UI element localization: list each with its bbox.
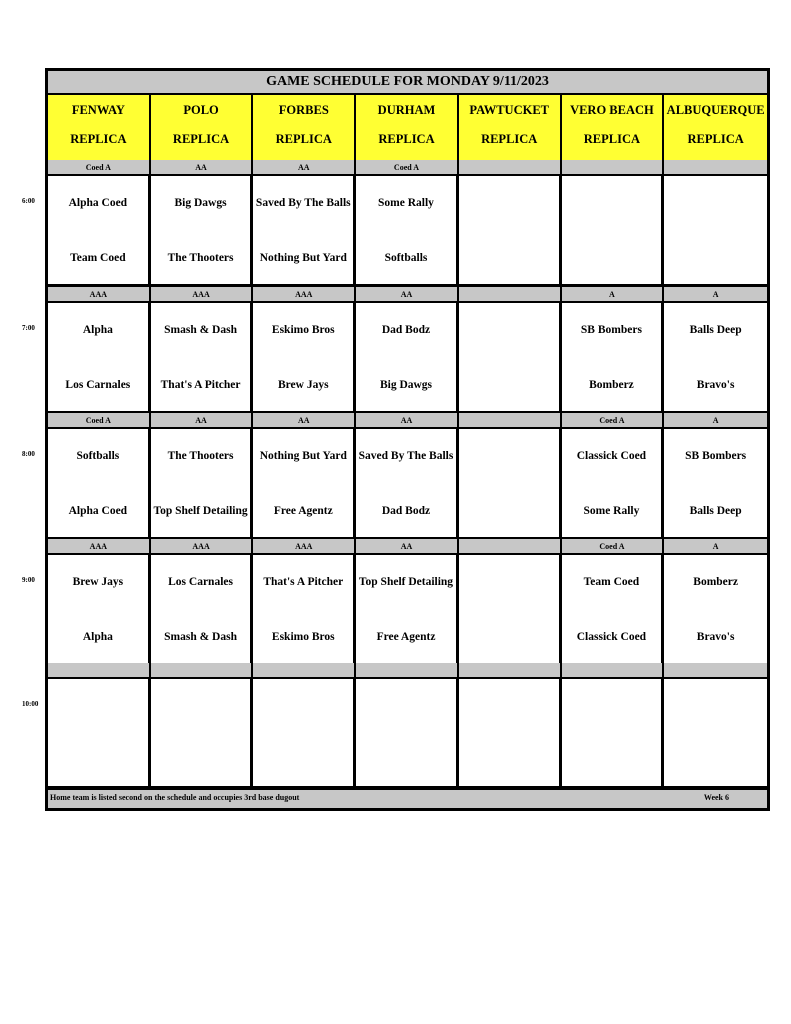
time-slot-label: 9:00 xyxy=(22,576,35,584)
division-label xyxy=(253,663,356,677)
division-label: Coed A xyxy=(562,413,665,427)
time-slot-label: 8:00 xyxy=(22,450,35,458)
division-label: Coed A xyxy=(48,413,151,427)
division-label: A xyxy=(664,287,767,301)
home-team: Free Agentz xyxy=(273,504,333,517)
week-label: Week 6 xyxy=(703,793,729,802)
time-slot-label: 7:00 xyxy=(22,324,35,332)
field-header xyxy=(664,95,767,160)
schedule-title: GAME SCHEDULE FOR MONDAY 9/11/2023 xyxy=(48,71,767,95)
schedule-table xyxy=(45,68,770,811)
game-cell xyxy=(253,555,356,663)
away-team: Saved By The Balls xyxy=(358,449,454,462)
division-label xyxy=(562,160,665,174)
division-row xyxy=(48,287,767,303)
home-team: That's A Pitcher xyxy=(160,378,241,391)
game-cell xyxy=(459,679,562,787)
home-team xyxy=(459,365,559,405)
away-team: Alpha xyxy=(82,323,113,336)
field-header xyxy=(151,95,254,160)
away-team xyxy=(459,562,559,602)
field-header xyxy=(562,95,665,160)
division-row xyxy=(48,413,767,429)
game-cell xyxy=(562,679,665,787)
game-cell xyxy=(48,555,151,663)
field-subtitle: REPLICA xyxy=(70,132,127,146)
game-cell xyxy=(253,679,356,787)
field-header xyxy=(356,95,459,160)
division-label xyxy=(459,413,562,427)
game-cell xyxy=(459,429,562,537)
home-team: Some Rally xyxy=(583,504,640,517)
away-team: Smash & Dash xyxy=(164,323,237,336)
division-label: AAA xyxy=(48,287,151,301)
away-team: Alpha Coed xyxy=(68,196,128,209)
away-team: Saved By The Balls xyxy=(255,196,351,209)
home-team: Dad Bodz xyxy=(381,504,431,517)
field-header-row xyxy=(48,95,767,163)
game-cell xyxy=(664,176,767,284)
home-team xyxy=(459,741,559,781)
game-cell xyxy=(48,429,151,537)
game-cell xyxy=(48,679,151,787)
home-team: Alpha Coed xyxy=(68,504,128,517)
home-team: Classick Coed xyxy=(576,630,647,643)
field-name: FORBES xyxy=(278,103,329,117)
away-team xyxy=(562,183,662,223)
game-row xyxy=(48,429,767,540)
away-team: SB Bombers xyxy=(685,449,747,462)
away-team: Some Rally xyxy=(378,196,434,209)
division-label: A xyxy=(664,539,767,553)
division-label: AA xyxy=(151,413,254,427)
division-row xyxy=(48,663,767,679)
home-team: Los Carnales xyxy=(65,378,131,391)
home-team xyxy=(253,741,353,781)
away-team: Eskimo Bros xyxy=(271,323,335,336)
field-header xyxy=(48,95,151,160)
division-label xyxy=(459,287,562,301)
division-label xyxy=(664,663,767,677)
division-label: AAA xyxy=(151,539,254,553)
home-team: Smash & Dash xyxy=(164,630,237,643)
game-row xyxy=(48,555,767,666)
division-label: AA xyxy=(356,287,459,301)
division-label: A xyxy=(664,413,767,427)
division-label: AAA xyxy=(151,287,254,301)
field-subtitle: REPLICA xyxy=(275,132,332,146)
home-team: Free Agentz xyxy=(376,630,436,643)
field-subtitle: REPLICA xyxy=(687,132,744,146)
home-team xyxy=(459,238,559,278)
home-team xyxy=(664,238,767,278)
away-team xyxy=(664,686,767,726)
game-cell xyxy=(253,176,356,284)
division-label xyxy=(664,160,767,174)
home-team: Softballs xyxy=(384,251,428,264)
game-row xyxy=(48,303,767,414)
away-team xyxy=(253,686,353,726)
home-team xyxy=(562,238,662,278)
game-cell xyxy=(664,303,767,411)
field-name: FENWAY xyxy=(71,103,125,117)
game-cell xyxy=(253,303,356,411)
game-cell xyxy=(151,176,254,284)
game-cell xyxy=(562,429,665,537)
home-team xyxy=(459,617,559,657)
division-label: A xyxy=(562,287,665,301)
division-label xyxy=(459,539,562,553)
away-team xyxy=(151,686,251,726)
division-row xyxy=(48,160,767,176)
field-header xyxy=(253,95,356,160)
game-cell xyxy=(356,555,459,663)
game-cell xyxy=(253,429,356,537)
division-label: AA xyxy=(356,413,459,427)
home-team xyxy=(151,741,251,781)
home-team: Team Coed xyxy=(70,251,126,264)
division-label xyxy=(459,160,562,174)
away-team: SB Bombers xyxy=(580,323,642,336)
game-cell xyxy=(459,303,562,411)
division-label: Coed A xyxy=(562,539,665,553)
away-team: Dad Bodz xyxy=(381,323,431,336)
away-team xyxy=(459,310,559,350)
away-team: Team Coed xyxy=(583,575,640,588)
home-team: Big Dawgs xyxy=(379,378,433,391)
division-label: AAA xyxy=(253,287,356,301)
home-team xyxy=(562,741,662,781)
game-cell xyxy=(562,176,665,284)
game-cell xyxy=(151,303,254,411)
away-team xyxy=(664,183,767,223)
away-team: Brew Jays xyxy=(72,575,124,588)
field-subtitle: REPLICA xyxy=(172,132,230,146)
away-team xyxy=(459,686,559,726)
game-row xyxy=(48,679,767,790)
home-team: Top Shelf Detailing xyxy=(153,504,248,517)
away-team: Softballs xyxy=(76,449,120,462)
game-cell xyxy=(151,679,254,787)
home-team: Brew Jays xyxy=(277,378,329,391)
division-label: Coed A xyxy=(48,160,151,174)
division-label: AA xyxy=(253,160,356,174)
away-team xyxy=(562,686,662,726)
game-cell xyxy=(151,555,254,663)
division-label: AAA xyxy=(48,539,151,553)
home-team: Bravo's xyxy=(696,630,735,643)
game-cell xyxy=(356,679,459,787)
division-label: AA xyxy=(356,539,459,553)
away-team xyxy=(356,686,456,726)
division-row xyxy=(48,539,767,555)
game-cell xyxy=(151,429,254,537)
game-cell xyxy=(356,303,459,411)
division-label xyxy=(151,663,254,677)
home-team: Eskimo Bros xyxy=(271,630,335,643)
division-label xyxy=(48,663,151,677)
division-label xyxy=(459,663,562,677)
field-name: VERO BEACH xyxy=(570,103,654,117)
division-label: AA xyxy=(151,160,254,174)
division-label xyxy=(356,663,459,677)
away-team xyxy=(48,686,148,726)
field-name: PAWTUCKET xyxy=(469,103,550,117)
field-name: DURHAM xyxy=(377,103,436,117)
home-team xyxy=(356,741,456,781)
away-team: Big Dawgs xyxy=(174,196,227,209)
game-cell xyxy=(459,555,562,663)
game-cell xyxy=(48,303,151,411)
game-cell xyxy=(48,176,151,284)
game-cell xyxy=(356,429,459,537)
away-team xyxy=(459,436,559,476)
field-name: POLO xyxy=(183,103,219,117)
home-team: Nothing But Yard xyxy=(259,251,347,264)
home-team-note: Home team is listed second on the schedule and occupies 3rd base dugout xyxy=(50,793,300,802)
game-cell xyxy=(356,176,459,284)
division-label: AA xyxy=(253,413,356,427)
game-cell xyxy=(664,679,767,787)
home-team: Balls Deep xyxy=(689,504,742,517)
home-team: The Thooters xyxy=(167,251,234,264)
game-cell xyxy=(459,176,562,284)
away-team: Bomberz xyxy=(693,575,738,588)
division-label: AAA xyxy=(253,539,356,553)
home-team xyxy=(459,491,559,531)
away-team: Nothing But Yard xyxy=(259,449,347,462)
game-cell xyxy=(562,303,665,411)
field-name: ALBUQUERQUE xyxy=(666,103,765,117)
away-team: Classick Coed xyxy=(576,449,647,462)
division-label xyxy=(562,663,665,677)
field-subtitle: REPLICA xyxy=(583,132,641,146)
game-cell xyxy=(562,555,665,663)
game-cell xyxy=(664,555,767,663)
field-header xyxy=(459,95,562,160)
away-team: Los Carnales xyxy=(168,575,233,588)
time-slot-label: 10:00 xyxy=(22,700,39,708)
away-team: That's A Pitcher xyxy=(263,575,344,588)
home-team: Bomberz xyxy=(589,378,634,391)
game-row xyxy=(48,176,767,287)
time-slot-label: 6:00 xyxy=(22,197,35,205)
game-cell xyxy=(664,429,767,537)
field-subtitle: REPLICA xyxy=(481,132,538,146)
division-label: Coed A xyxy=(356,160,459,174)
away-team xyxy=(459,183,559,223)
home-team xyxy=(664,741,767,781)
home-team xyxy=(48,741,148,781)
home-team: Alpha xyxy=(82,630,113,643)
away-team: The Thooters xyxy=(167,449,234,462)
away-team: Balls Deep xyxy=(689,323,742,336)
field-subtitle: REPLICA xyxy=(378,132,435,146)
home-team: Bravo's xyxy=(696,378,735,391)
away-team: Top Shelf Detailing xyxy=(358,575,454,588)
